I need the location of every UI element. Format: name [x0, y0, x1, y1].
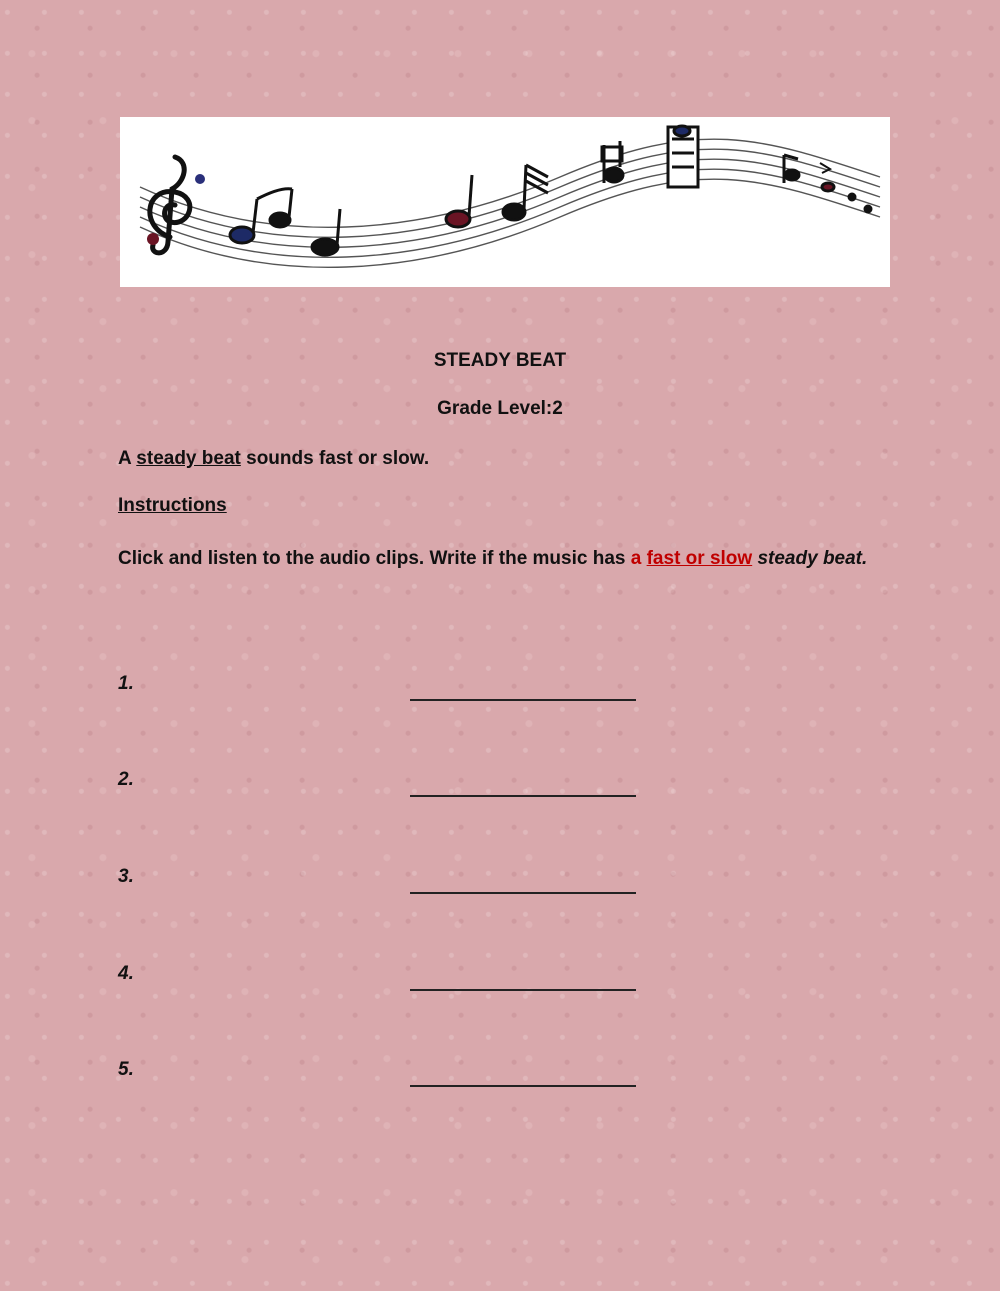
steady-beat-term: steady beat [136, 448, 241, 469]
question-number: 2. [118, 769, 134, 790]
directions-part4: steady beat. [752, 548, 868, 569]
intro-prefix: A [118, 448, 137, 469]
question-number: 5. [118, 1059, 134, 1080]
intro-suffix: sounds fast or slow. [240, 448, 430, 469]
answer-blank-2[interactable] [410, 795, 636, 797]
answer-blank-3[interactable] [410, 892, 636, 894]
directions-part2: a [630, 548, 647, 569]
question-number: 4. [118, 963, 134, 984]
question-number: 3. [118, 866, 134, 887]
grade-level: Grade Level:2 [437, 398, 563, 419]
question-number: 1. [118, 673, 134, 694]
directions-part1: Click and listen to the audio clips. Write if the music has [118, 548, 631, 569]
question-5 [118, 1059, 638, 1089]
question-4 [118, 963, 638, 993]
intro-sentence [118, 448, 429, 470]
question-3 [118, 866, 638, 896]
music-notes-banner [120, 117, 890, 287]
fast-or-slow-term: fast or slow [646, 548, 753, 569]
instructions-heading: Instructions [118, 495, 227, 516]
question-2 [118, 769, 638, 799]
directions-text [118, 543, 878, 574]
question-1 [118, 673, 638, 703]
answer-blank-5[interactable] [410, 1085, 636, 1087]
music-staff-icon [120, 117, 890, 287]
answer-blank-4[interactable] [410, 989, 636, 991]
page-title: STEADY BEAT [433, 350, 567, 371]
answer-blank-1[interactable] [410, 699, 636, 701]
